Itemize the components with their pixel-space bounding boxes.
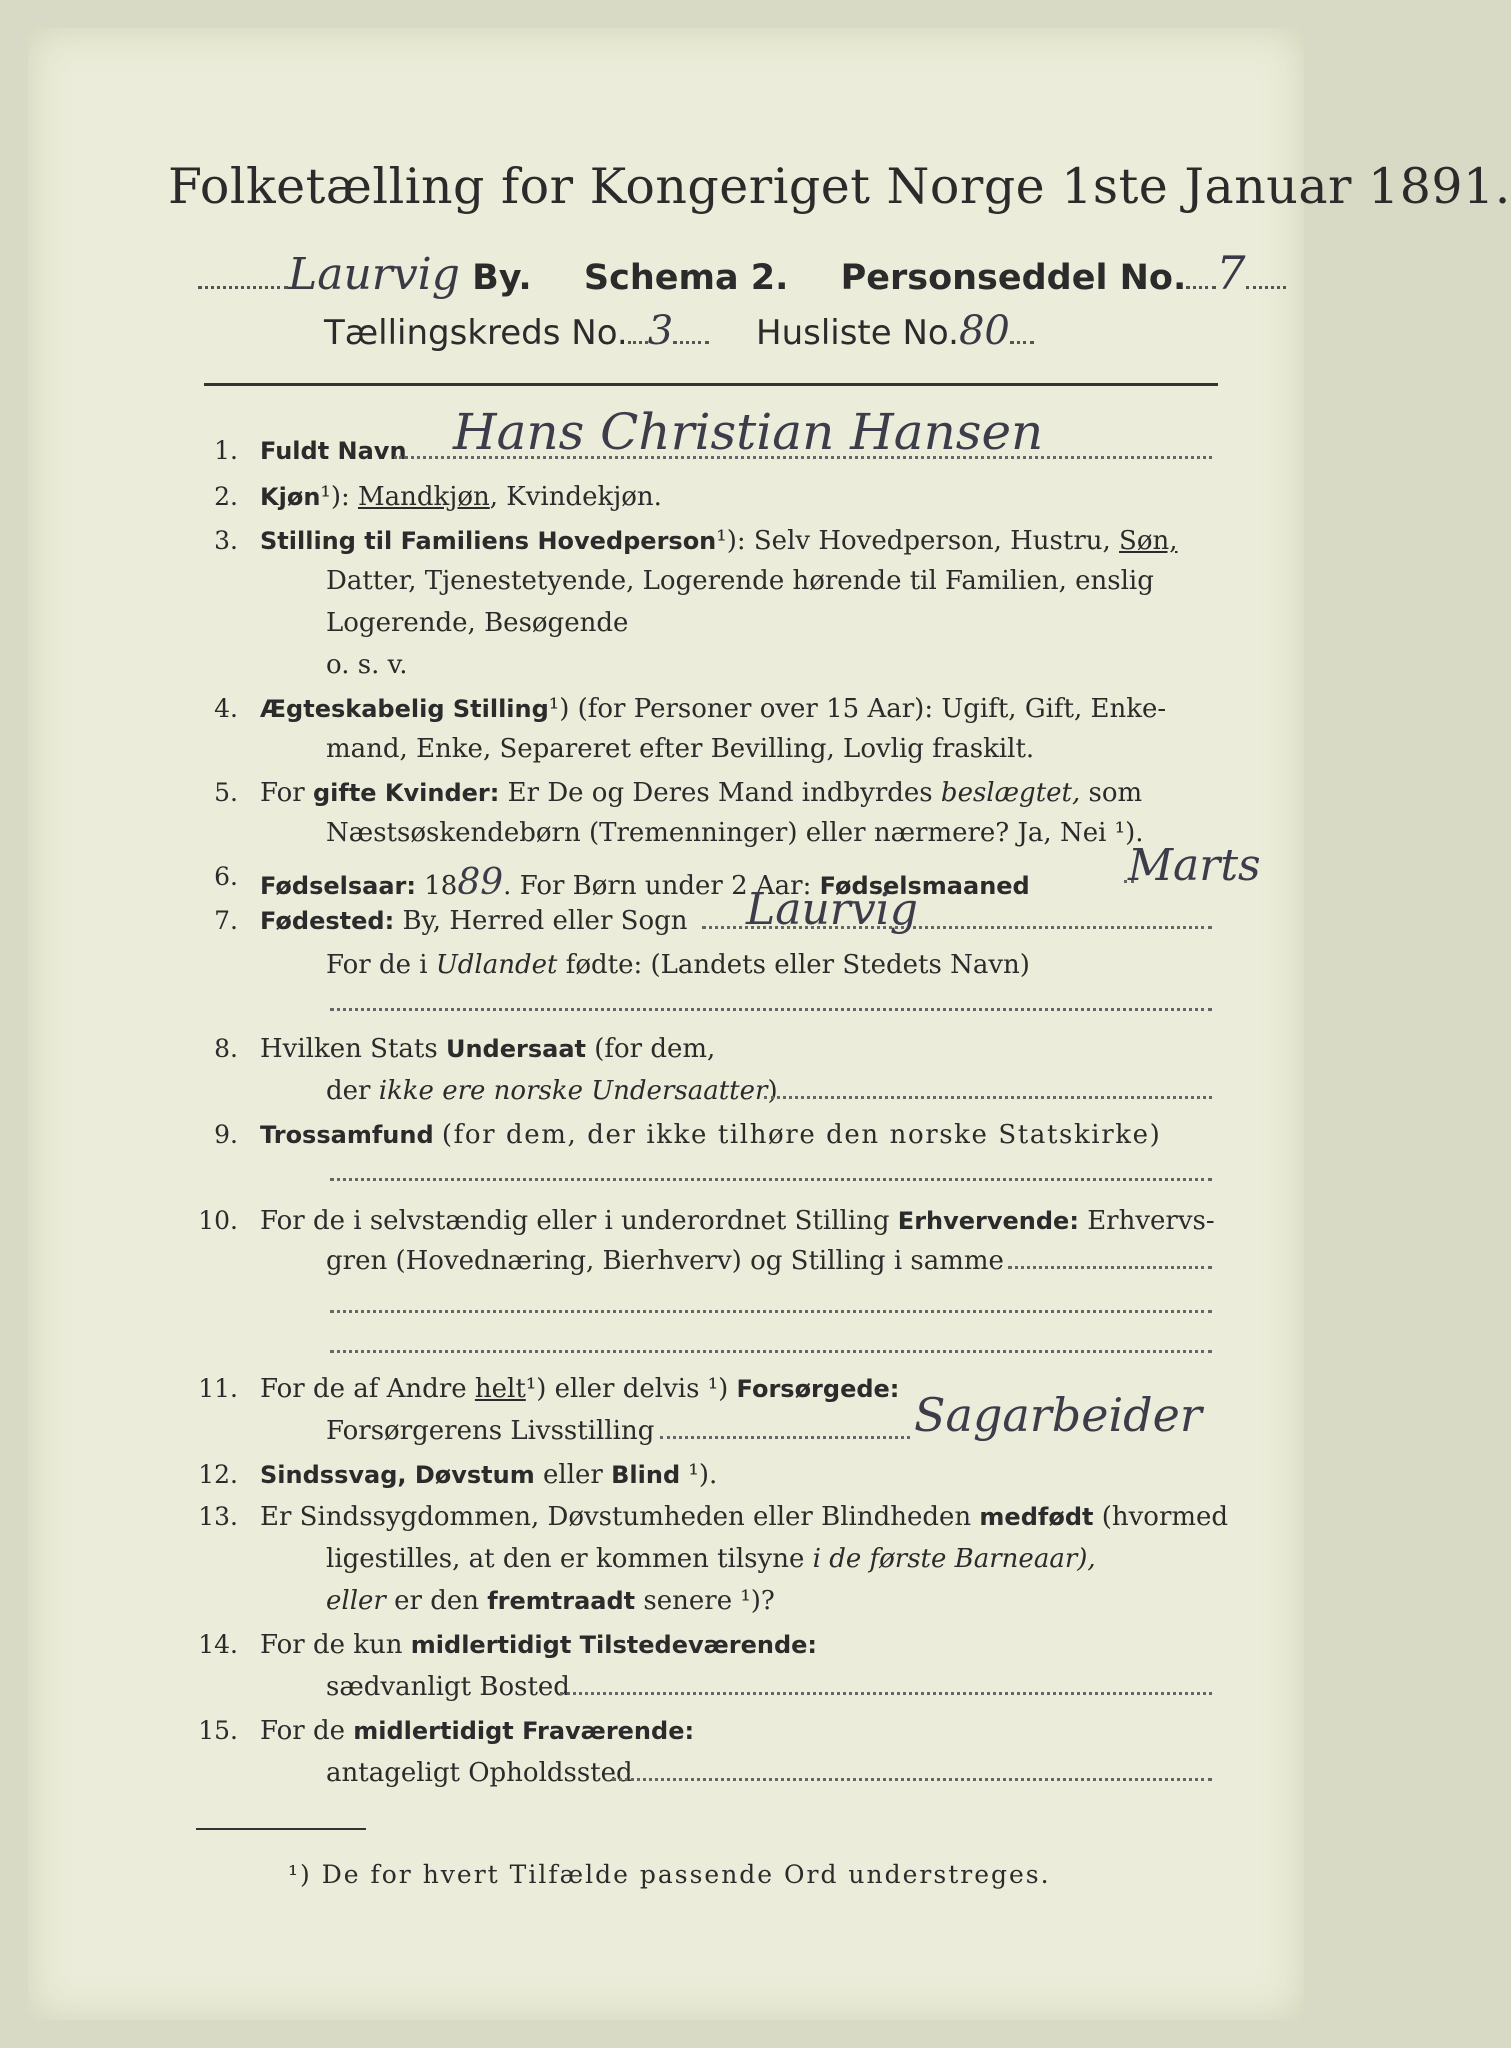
stilling-line-1 xyxy=(260,526,1178,556)
gifte-line-1 xyxy=(260,778,1142,808)
kreds-dotline xyxy=(628,317,648,344)
medfodt-text-2a: ligestilles, at den er kommen tilsyne xyxy=(326,1544,805,1574)
undersaat-text-2a: der xyxy=(326,1076,371,1106)
personseddel-label: Personseddel No. xyxy=(840,258,1187,298)
erhverv-dotline-3 xyxy=(330,1350,1212,1353)
forsorgede-text-1b: ¹) eller delvis ¹) xyxy=(525,1374,729,1404)
medfodt-label: medfødt xyxy=(979,1503,1094,1531)
fuldt-navn-text: Fuldt Navn xyxy=(260,437,407,465)
forsorgede-line-1 xyxy=(260,1374,899,1404)
fodested-line-2 xyxy=(326,950,1030,980)
aegteskab-line-2: mand, Enke, Separeret efter Bevilling, Lovlig fraskilt. xyxy=(326,734,1035,764)
personseddel-dotline xyxy=(1186,262,1216,289)
header-row-schema xyxy=(198,246,1286,300)
forsorgede-label: Forsørgede: xyxy=(736,1375,900,1403)
kreds-dotline-2 xyxy=(673,317,709,344)
item-number-15: 15. xyxy=(198,1716,238,1745)
fravaerende-label: midlertidigt Fraværende: xyxy=(353,1717,695,1745)
personseddel-number: 7 xyxy=(1216,246,1246,300)
fuldt-navn-value: Hans Christian Hansen xyxy=(453,403,1044,461)
sindssvag-text: eller xyxy=(543,1460,603,1490)
fodested-text-2a: For de i xyxy=(326,950,428,980)
item-number-8: 8. xyxy=(214,1034,238,1063)
item-number-4: 4. xyxy=(214,694,238,723)
stilling-sup: ¹): xyxy=(716,526,746,556)
by-label: By. xyxy=(472,258,532,298)
gifte-text-1: Er De og Deres Mand indbyrdes xyxy=(507,778,933,808)
erhverv-dotline-2 xyxy=(330,1310,1212,1313)
item-number-5: 5. xyxy=(214,778,238,807)
trossamfund-line xyxy=(260,1120,1161,1150)
erhverv-line-1 xyxy=(260,1206,1215,1236)
footnote: ¹) De for hvert Tilfælde passende Ord understreges. xyxy=(288,1860,1051,1889)
undersaat-label: Undersaat xyxy=(445,1035,586,1063)
tilstede-text-1: For de kun xyxy=(260,1630,403,1660)
census-form-page xyxy=(28,28,1511,2020)
header-row-kreds xyxy=(324,308,1034,354)
fodested-text-2b: fødte: (Landets eller Stedets Navn) xyxy=(565,950,1030,980)
item-number-3: 3. xyxy=(214,526,238,555)
town-handwritten: Laurvig xyxy=(288,249,460,300)
trossamfund-label: Trossamfund xyxy=(260,1121,434,1149)
item-number-13: 13. xyxy=(198,1502,238,1531)
gifte-line-2: Næstsøskendebørn (Tremenninger) eller nærmere? Ja, Nei ¹). xyxy=(326,818,1144,848)
fodselsaar-label: Fødselsaar: xyxy=(260,872,416,900)
item-number-10: 10. xyxy=(198,1206,238,1235)
fodselsaar-prefix: 18 xyxy=(424,871,458,901)
kjon-option-kvindekjon: , Kvindekjøn. xyxy=(489,482,662,512)
town-dotline xyxy=(198,262,288,289)
kreds-number: 3 xyxy=(647,308,674,354)
stilling-option-son: Søn, xyxy=(1119,526,1178,556)
forsorgede-option-helt: helt xyxy=(474,1374,526,1404)
undersaat-dotline xyxy=(764,1096,1212,1099)
husliste-label: Husliste No. xyxy=(756,313,959,353)
erhverv-text-1b: Erhvervs- xyxy=(1087,1206,1215,1236)
kjon-sup: ¹): xyxy=(320,482,350,512)
stilling-label: Stilling til Familiens Hovedperson xyxy=(260,527,717,555)
kjon-option-mandkjon: Mandkjøn xyxy=(358,482,490,512)
medfodt-text-2i: i de første Barneaar), xyxy=(812,1544,1096,1574)
erhverv-dotline-1 xyxy=(1008,1266,1212,1269)
item-number-12: 12. xyxy=(198,1460,238,1489)
undersaat-line-1 xyxy=(260,1034,715,1064)
medfodt-text-3a: er den xyxy=(394,1586,479,1616)
medfodt-line-1 xyxy=(260,1502,1228,1532)
fuldt-navn-label xyxy=(260,436,407,466)
form-title: Folketælling for Kongeriget Norge 1ste Januar 1891. xyxy=(168,158,1511,215)
fodested-text-2i: Udlandet xyxy=(435,950,558,980)
undersaat-text-1: Hvilken Stats xyxy=(260,1034,438,1064)
sindssvag-label: Sindssvag, Døvstum xyxy=(260,1461,535,1489)
medfodt-text-1a: Er Sindssygdommen, Døvstumheden eller Blindheden xyxy=(260,1502,972,1532)
fravaerende-dotline xyxy=(612,1778,1212,1781)
fravaerende-line-2: antageligt Opholdssted xyxy=(326,1758,633,1788)
fodselsmaaned-label: Fødselsmaaned xyxy=(819,872,1030,900)
fodested-label: Fødested: xyxy=(260,907,395,935)
fodested-dotline-2 xyxy=(330,1008,1212,1011)
erhverv-label: Erhvervende: xyxy=(897,1207,1079,1235)
gifte-text-1b: som xyxy=(1088,778,1143,808)
undersaat-text-2b: ) xyxy=(767,1076,778,1106)
forsorgede-line-2: Forsørgerens Livsstilling xyxy=(326,1416,655,1446)
husliste-dotline xyxy=(1010,317,1034,344)
aegteskab-text-1: ¹) (for Personer over 15 Aar): Ugift, Gift, Enke- xyxy=(548,694,1167,724)
tilstede-label: midlertidigt Tilstedeværende: xyxy=(410,1631,818,1659)
fodselsmaaned-value: Marts xyxy=(1128,840,1261,891)
undersaat-text-1b: (for dem, xyxy=(594,1034,716,1064)
fremtraadt-label: fremtraadt xyxy=(487,1587,636,1615)
tilstede-line-1 xyxy=(260,1630,817,1660)
erhverv-line-2: gren (Hovednæring, Bierhverv) og Stilling i samme xyxy=(326,1246,1004,1276)
fodested-line-1 xyxy=(260,906,688,936)
kreds-label: Tællingskreds No. xyxy=(324,313,628,353)
gifte-pre: For xyxy=(260,778,305,808)
gifte-label: gifte Kvinder: xyxy=(312,779,500,807)
item-number-2: 2. xyxy=(214,482,238,511)
tilstede-line-2: sædvanligt Bosted xyxy=(326,1672,570,1702)
item-number-1: 1. xyxy=(214,436,238,465)
medfodt-text-3i: eller xyxy=(326,1586,386,1616)
personseddel-dotline-2 xyxy=(1246,262,1286,289)
fodselsaar-text: . For Børn under 2 Aar: xyxy=(503,871,812,901)
item-number-14: 14. xyxy=(198,1630,238,1659)
kjon-label: Kjøn xyxy=(260,483,321,511)
erhverv-text-1: For de i selvstændig eller i underordnet Stilling xyxy=(260,1206,890,1236)
item-number-11: 11. xyxy=(198,1374,238,1403)
stilling-line-3: Logerende, Besøgende xyxy=(326,608,629,638)
tilstede-dotline xyxy=(560,1692,1212,1695)
fodested-value: Laurvig xyxy=(746,884,918,935)
footnote-rule xyxy=(196,1828,366,1830)
item-number-6: 6. xyxy=(214,862,238,891)
item-number-7: 7. xyxy=(214,906,238,935)
husliste-number: 80 xyxy=(958,308,1010,354)
undersaat-text-2i: ikke ere norske Undersaatter xyxy=(378,1076,768,1106)
medfodt-text-1b: (hvormed xyxy=(1101,1502,1229,1532)
kjon-line xyxy=(260,482,662,512)
forsorgede-text-1: For de af Andre xyxy=(260,1374,467,1404)
item-number-9: 9. xyxy=(214,1120,238,1149)
schema-label: Schema 2. xyxy=(583,258,789,298)
trossamfund-dotline xyxy=(330,1178,1212,1181)
trossamfund-text: (for dem, der ikke tilhøre den norske Statskirke) xyxy=(441,1120,1162,1150)
stilling-text-1: Selv Hovedperson, Hustru, xyxy=(753,526,1111,556)
aegteskab-line-1 xyxy=(260,694,1166,724)
medfodt-line-3 xyxy=(326,1586,775,1616)
stilling-line-4: o. s. v. xyxy=(326,650,408,680)
fravaerende-line-1 xyxy=(260,1716,694,1746)
gifte-italic: beslægtet, xyxy=(940,778,1081,808)
forsorgede-value: Sagarbeider xyxy=(914,1388,1202,1442)
medfodt-text-3b: senere ¹)? xyxy=(643,1586,775,1616)
undersaat-line-2 xyxy=(326,1076,778,1106)
fodselsaar-value: 89 xyxy=(457,862,504,903)
blind-label: Blind xyxy=(611,1461,681,1489)
fodested-text: By, Herred eller Sogn xyxy=(402,906,688,936)
fravaerende-text-1: For de xyxy=(260,1716,345,1746)
medfodt-line-2 xyxy=(326,1544,1096,1574)
header-rule xyxy=(204,383,1218,386)
forsorgede-dotline xyxy=(660,1436,910,1439)
stilling-line-2: Datter, Tjenestetyende, Logerende hørende til Familien, enslig xyxy=(326,566,1154,596)
sindssvag-line xyxy=(260,1460,717,1490)
sindssvag-sup: ¹). xyxy=(688,1460,718,1490)
aegteskab-label: Ægteskabelig Stilling xyxy=(260,695,549,723)
